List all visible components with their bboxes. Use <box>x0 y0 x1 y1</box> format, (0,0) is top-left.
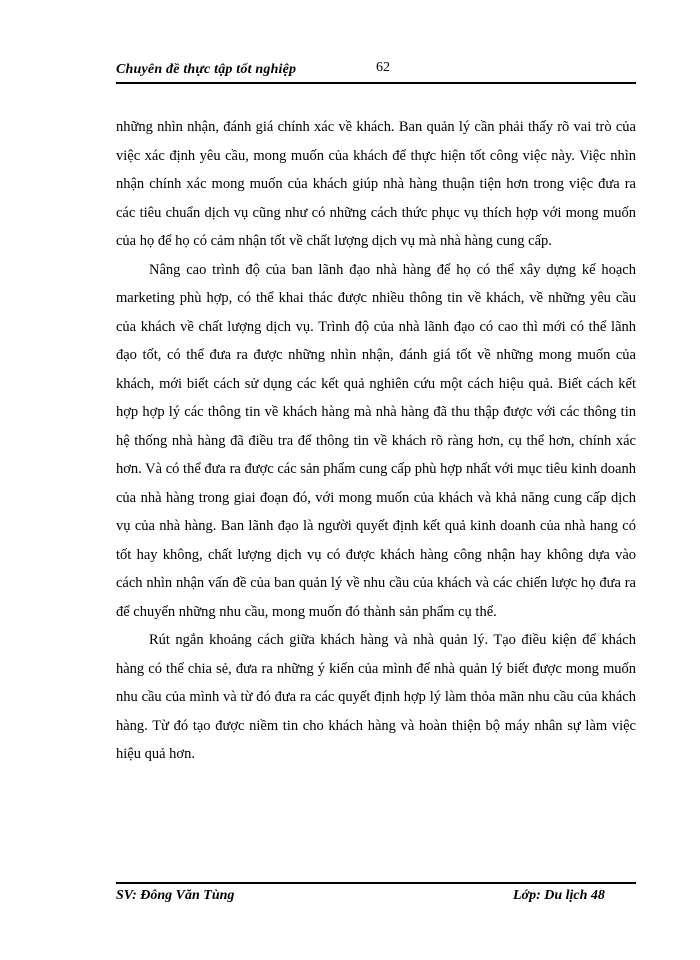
header-divider <box>116 82 636 84</box>
footer-class-name: Lớp: Du lịch 48 <box>513 888 605 903</box>
paragraph-2: Nâng cao trình độ của ban lãnh đạo nhà hàng để họ có thể xây dựng kế hoạch marketing phù hợp, có thể khai thác được nhiều thông tin về khách, về những yêu cầu của khách về chất lượng dịch vụ. Trình độ của nhà lãnh đạo có cao thì mới có thể lãnh đạo tốt, có thể đưa ra được những nhìn nhận, đánh giá tốt về những mong muốn của khách, mới biết cách sử dụng các kết quả nghiên cứu một cách hiệu quả. Biết cách kết hợp hợp lý các thông tin về khách hàng mà nhà hàng đã thu thập được với các thông tin hệ thống nhà hàng đã điều tra để thông tin về khách rõ ràng hơn, cụ thể hơn, chính xác hơn. Và có thể đưa ra được các sản phẩm cung cấp phù hợp nhất với mục tiêu kinh doanh của nhà hàng trong giai đoạn đó, với mong muốn của khách và khả năng cung cấp dịch vụ của nhà hàng. Ban lãnh đạo là người quyết định kết quả kinh doanh của nhà hang có tốt hay không, chất lượng dịch vụ có được khách hàng công nhận hay không dựa vào cách nhìn nhận vấn đề của ban quản lý về nhu cầu của khách và các chiến lược họ đưa ra để chuyển những nhu cầu, mong muốn đó thành sản phẩm cụ thể. <box>116 261 636 620</box>
paragraph-3: Rút ngắn khoảng cách giữa khách hàng và nhà quản lý. Tạo điều kiện để khách hàng có thể chia sẻ, đưa ra những ý kiến của mình để nhà quản lý biết được mong muốn nhu cầu của mình và từ đó đưa ra các quyết định hợp lý làm thỏa mãn nhu cầu của khách hàng. Từ đó tạo được niềm tin cho khách hàng và hoàn thiện bộ máy nhân sự làm việc hiệu quả hơn. <box>116 632 636 762</box>
footer-divider <box>116 882 636 884</box>
header-title: Chuyên đề thực tập tốt nghiệp <box>116 62 297 77</box>
document-body <box>116 113 636 769</box>
paragraph-1: những nhìn nhận, đánh giá chính xác về khách. Ban quản lý cần phải thấy rõ vai trò của việc xác định yêu cầu, mong muốn của khách để thực hiện tốt công việc này. Việc nhìn nhận chính xác mong muốn của khách giúp nhà hàng thuận tiện hơn trong việc đưa ra các tiêu chuẩn dịch vụ cũng như có những cách thức phục vụ thích hợp với mong muốn của họ để họ có cảm nhận tốt về chất lượng dịch vụ mà nhà hàng cung cấp. <box>116 119 636 249</box>
footer-student-name: SV: Đông Văn Tùng <box>116 888 235 903</box>
page-number: 62 <box>376 60 390 75</box>
